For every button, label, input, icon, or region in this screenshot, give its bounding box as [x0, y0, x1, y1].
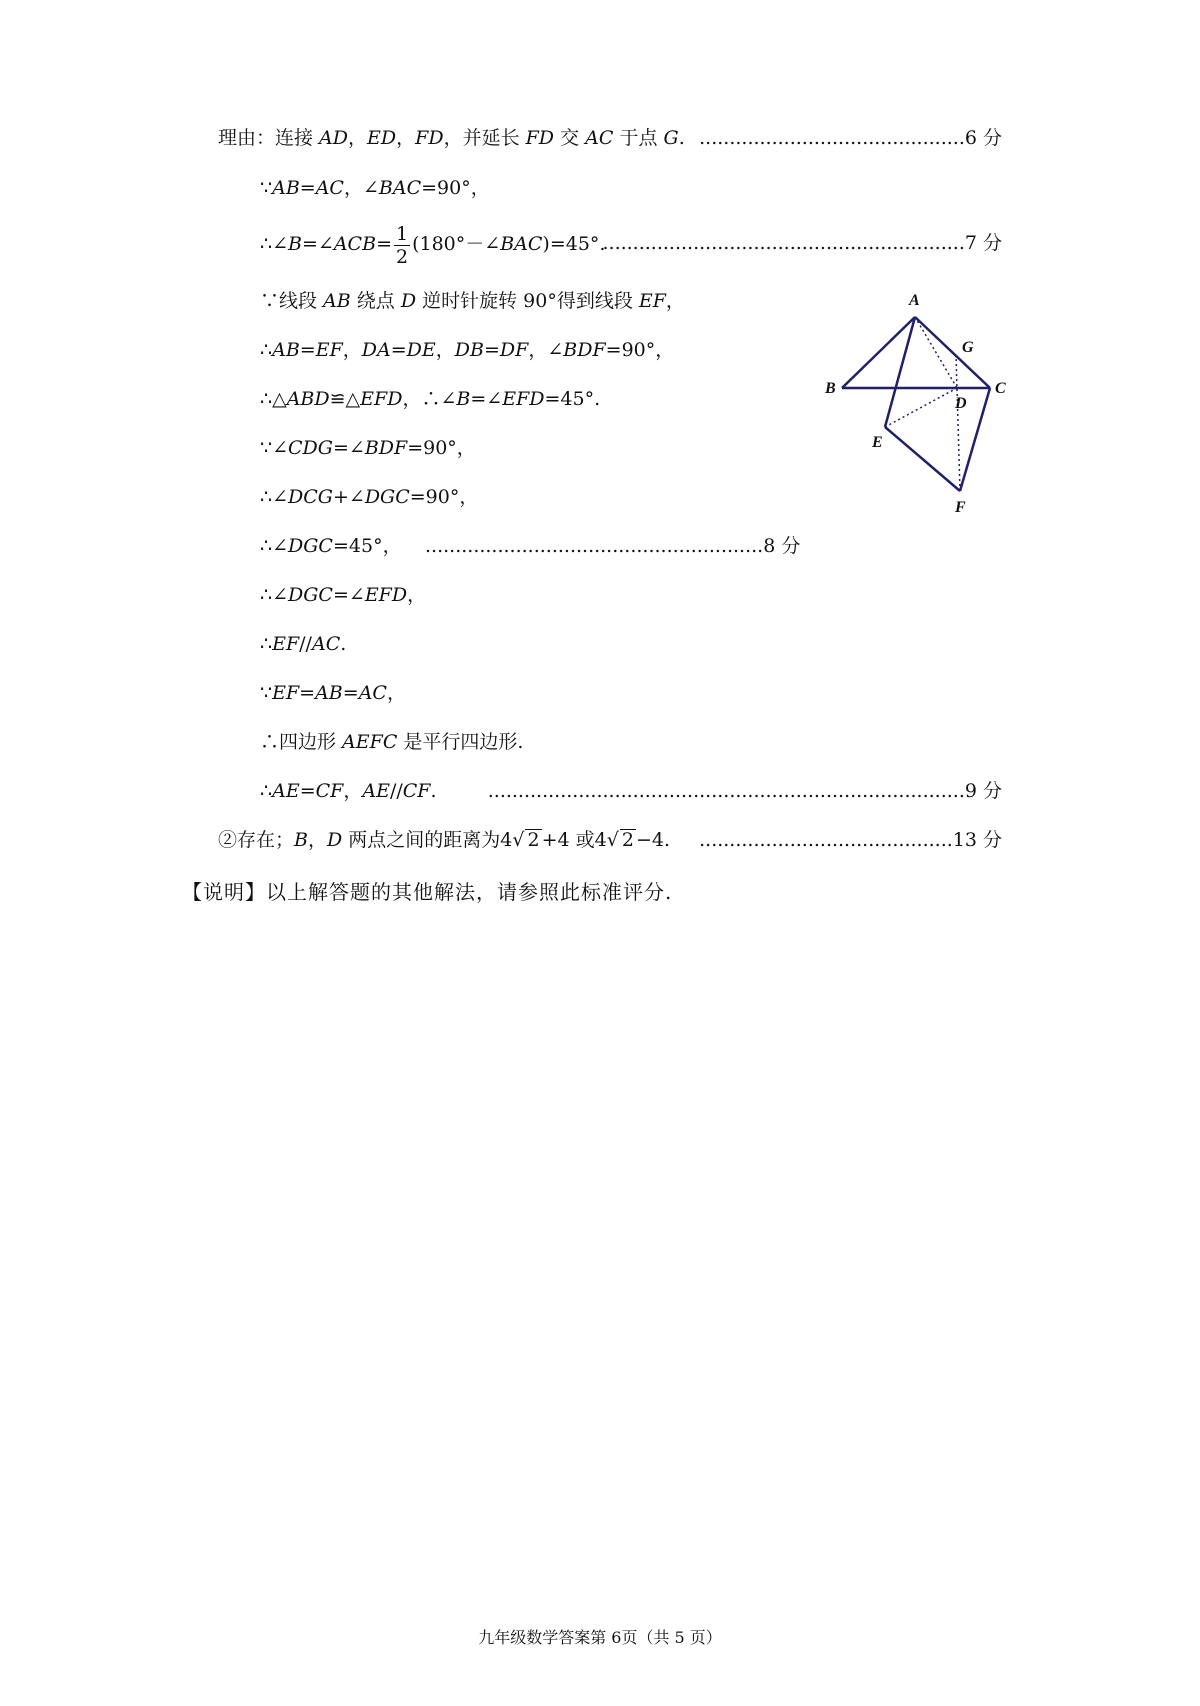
- text-fragment: ，∠: [343, 177, 379, 199]
- step-line-4: [260, 289, 685, 313]
- math-variable: G: [663, 127, 679, 149]
- math-variable: EF: [272, 682, 300, 704]
- math-variable: EF: [638, 290, 666, 312]
- step-line-11: [260, 632, 346, 656]
- text-fragment: =90°，: [407, 437, 476, 459]
- reason-line: [218, 126, 685, 150]
- text-fragment: ∴∠: [260, 535, 289, 557]
- text-fragment: =: [484, 339, 500, 361]
- step-line-2: [260, 176, 490, 200]
- math-variable: CF: [402, 780, 431, 802]
- step-line-7: [260, 436, 476, 460]
- text-fragment: ，: [407, 584, 427, 606]
- label-f: F: [955, 499, 966, 516]
- text-fragment: 两点之间的距离为: [342, 829, 501, 851]
- text-fragment: 2: [621, 829, 634, 851]
- text-fragment: ∵线段: [260, 290, 324, 312]
- label-c: C: [995, 380, 1006, 397]
- math-variable: DF: [499, 339, 529, 361]
- text-fragment: =∠: [332, 437, 365, 459]
- text-fragment: ②存在；: [218, 829, 295, 851]
- text-fragment: =90°，: [421, 177, 490, 199]
- step-line-10: [260, 583, 426, 607]
- math-variable: B: [456, 388, 471, 410]
- text-fragment: ∴: [260, 633, 273, 655]
- text-fragment: ，并延长: [443, 127, 526, 149]
- math-variable: DA: [361, 339, 391, 361]
- text-fragment: 绕点: [350, 290, 401, 312]
- text-fragment: ，: [386, 682, 406, 704]
- text-fragment: 逆时针旋转 90°得到线段: [416, 290, 639, 312]
- math-variable: AD: [319, 127, 349, 149]
- math-variable: DGC: [288, 535, 333, 557]
- score-6: ............................................6 分: [699, 127, 1002, 149]
- math-variable: DGC: [288, 584, 333, 606]
- text-fragment: =: [299, 339, 316, 361]
- segment-ae: [885, 317, 915, 427]
- math-variable: DCG: [288, 486, 333, 508]
- math-variable: BDF: [563, 339, 606, 361]
- text-fragment: =45°，: [332, 535, 402, 557]
- text-fragment: =∠: [332, 584, 365, 606]
- text-fragment: ∴∠: [260, 486, 289, 508]
- text-fragment: 4: [594, 829, 607, 851]
- text-fragment: 4: [500, 829, 513, 851]
- label-e: E: [872, 434, 883, 451]
- text-fragment: //: [299, 633, 312, 655]
- step-line-5: [260, 338, 674, 362]
- text-fragment: .: [340, 633, 347, 655]
- math-variable: EF: [315, 339, 343, 361]
- sqrt-symbol: √: [512, 829, 525, 851]
- score-13: ..........................................13 分: [699, 829, 1002, 851]
- label-g: G: [962, 339, 974, 356]
- math-variable: AB: [323, 290, 351, 312]
- text-fragment: 1: [395, 222, 409, 245]
- text-fragment: ，∠: [528, 339, 564, 361]
- math-variable: AE: [272, 780, 300, 802]
- text-fragment: 于点: [613, 127, 664, 149]
- segment-ef: [885, 427, 960, 491]
- math-variable: AB: [315, 682, 343, 704]
- math-variable: DB: [454, 339, 484, 361]
- math-variable: BDF: [364, 437, 408, 459]
- text-fragment: ，∴∠: [402, 388, 457, 410]
- text-fragment: +4 或: [541, 829, 595, 851]
- text-fragment: ∴: [260, 780, 273, 802]
- step-line-9: [260, 534, 402, 558]
- text-fragment: //: [389, 780, 403, 802]
- step-line-14: [260, 779, 437, 803]
- text-fragment: =: [299, 780, 316, 802]
- text-fragment: .: [678, 127, 685, 149]
- text-fragment: ≌△: [329, 388, 361, 410]
- text-fragment: ，: [435, 339, 455, 361]
- text-fragment: ∴△: [260, 388, 287, 410]
- segment-ac: [915, 317, 990, 388]
- text-fragment: (180°－∠: [412, 233, 501, 255]
- label-b: B: [825, 380, 836, 397]
- text-fragment: ∴四边形: [260, 731, 343, 753]
- text-fragment: =∠: [301, 233, 334, 255]
- text-fragment: 2: [527, 829, 540, 851]
- score-9: ...............................................................................9 分: [487, 780, 1002, 802]
- math-variable: AEFC: [342, 731, 398, 753]
- math-variable: FD: [525, 127, 555, 149]
- math-variable: EFD: [364, 584, 408, 606]
- math-variable: ED: [367, 127, 397, 149]
- geometry-figure: [815, 285, 1015, 525]
- math-variable: AC: [311, 633, 341, 655]
- math-variable: AE: [362, 780, 390, 802]
- text-fragment: ，: [396, 127, 416, 149]
- math-variable: D: [400, 290, 417, 312]
- text-fragment: =: [299, 177, 316, 199]
- text-fragment: =90°，: [409, 486, 479, 508]
- math-variable: AC: [585, 127, 614, 149]
- math-variable: ACB: [333, 233, 377, 255]
- text-fragment: =90°，: [605, 339, 675, 361]
- text-fragment: +∠: [332, 486, 365, 508]
- text-fragment: ，: [343, 780, 363, 802]
- text-fragment: ，: [348, 127, 368, 149]
- text-fragment: =45°.: [544, 388, 601, 410]
- text-fragment: ∴∠: [260, 233, 289, 255]
- text-fragment: ，: [342, 339, 362, 361]
- math-variable: B: [294, 829, 308, 851]
- math-variable: ABD: [286, 388, 330, 410]
- text-fragment: .: [430, 780, 437, 802]
- text-fragment: ∴: [260, 339, 273, 361]
- math-variable: DE: [406, 339, 436, 361]
- text-fragment: ，: [307, 829, 327, 851]
- text-fragment: 理由：连接: [218, 127, 320, 149]
- text-fragment: ∵∠: [260, 437, 289, 459]
- text-fragment: 是平行四边形.: [397, 731, 524, 753]
- step-line-6: [260, 387, 600, 411]
- math-variable: EFD: [360, 388, 403, 410]
- label-d: D: [955, 395, 967, 412]
- fraction-half: [394, 223, 410, 268]
- text-fragment: =: [299, 682, 316, 704]
- math-variable: DGC: [364, 486, 410, 508]
- math-variable: B: [288, 233, 302, 255]
- math-variable: CF: [315, 780, 344, 802]
- text-fragment: ∵: [260, 682, 273, 704]
- score-7: ............................................................7 分: [602, 232, 1002, 254]
- step-line-12: [260, 681, 406, 705]
- math-variable: CDG: [288, 437, 333, 459]
- text-fragment: 交: [554, 127, 586, 149]
- existence-line: [218, 828, 670, 852]
- text-fragment: )=45°.: [542, 233, 606, 255]
- math-variable: AC: [315, 177, 344, 199]
- text-fragment: ，: [665, 290, 685, 312]
- math-variable: AB: [272, 339, 300, 361]
- text-fragment: =: [390, 339, 407, 361]
- step-line-8: [260, 485, 478, 509]
- text-fragment: −4.: [635, 829, 670, 851]
- text-fragment: =: [376, 233, 392, 255]
- label-a: A: [909, 292, 920, 309]
- math-variable: EF: [272, 633, 300, 655]
- text-fragment: ∴∠: [260, 584, 289, 606]
- math-variable: FD: [415, 127, 444, 149]
- math-variable: EFD: [502, 388, 545, 410]
- math-variable: AB: [272, 177, 300, 199]
- sqrt-symbol: √: [606, 829, 619, 851]
- explanation-note: 【说明】以上解答题的其他解法，请参照此标准评分.: [182, 880, 673, 904]
- step-line-13: [260, 730, 523, 754]
- score-8: ........................................................8 分: [425, 535, 801, 557]
- text-fragment: 2: [395, 245, 409, 268]
- text-fragment: =∠: [470, 388, 503, 410]
- math-variable: D: [327, 829, 343, 851]
- dotted-ed: [885, 388, 957, 427]
- step-line-3: [260, 219, 605, 269]
- text-fragment: =: [342, 682, 359, 704]
- dotted-fg: [956, 355, 960, 491]
- page-footer: 九年级数学答案第 6页（共 5 页）: [478, 1628, 722, 1647]
- text-fragment: ∵: [260, 177, 273, 199]
- math-variable: AC: [358, 682, 387, 704]
- math-variable: BAC: [378, 177, 422, 199]
- math-variable: BAC: [500, 233, 543, 255]
